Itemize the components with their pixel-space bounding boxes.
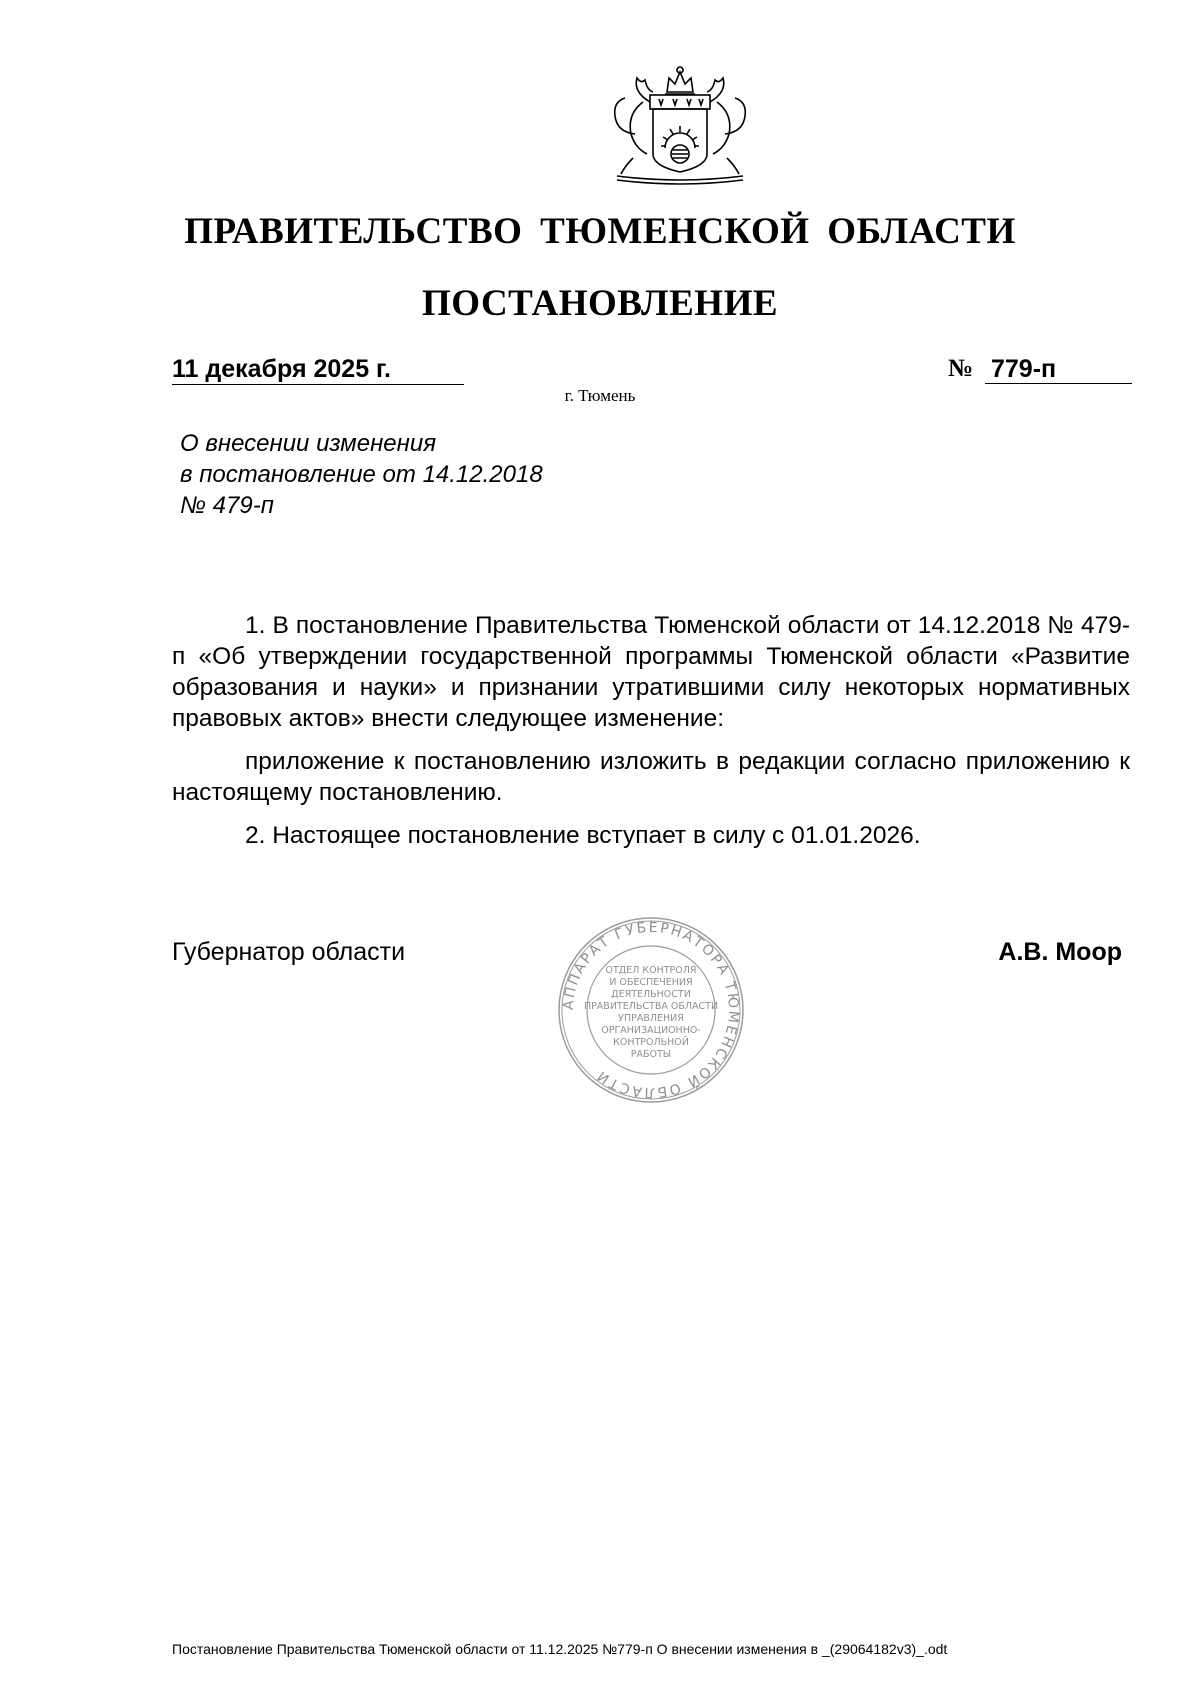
document-number-label: №: [948, 355, 974, 382]
subject-line: № 479-п: [180, 492, 274, 519]
signatory-name: А.В. Моор: [998, 938, 1122, 966]
stamp-center-line: УПРАВЛЕНИЯ: [618, 1013, 684, 1024]
document-number: 779-п: [985, 354, 1132, 384]
body-paragraph: 1. В постановление Правительства Тюменской области от 14.12.2018 № 479-п «Об утверждении государственной программы Тюменской области «Развитие образования и науки» и признании утратившими силу некоторых нормативных правовых актов» внести следующее изменение:: [172, 612, 1130, 732]
document-subject: [180, 428, 640, 521]
stamp-ring-text: АППАРАТ ГУБЕРНАТОРА ТЮМЕНСКОЙ ОБЛАСТИ: [560, 919, 742, 1101]
stamp-center-line: ОРГАНИЗАЦИОННО-: [601, 1025, 701, 1036]
body-paragraph: 2. Настоящее постановление вступает в силу с 01.01.2026.: [245, 822, 921, 849]
stamp-center-line: ОТДЕЛ КОНТРОЛЯ: [605, 965, 697, 976]
stamp-center-line: КОНТРОЛЬНОЙ: [613, 1037, 689, 1048]
document-date: 11 декабря 2025 г.: [172, 354, 464, 385]
document-type-title: ПОСТАНОВЛЕНИЕ: [421, 283, 779, 324]
document-city: г. Тюмень: [564, 386, 636, 405]
stamp-center-line: РАБОТЫ: [630, 1049, 672, 1060]
organization-title: ПРАВИТЕЛЬСТВО ТЮМЕНСКОЙ ОБЛАСТИ: [184, 211, 1016, 252]
stamp-center-line: ПРАВИТЕЛЬСТВА ОБЛАСТИ: [583, 1001, 719, 1012]
document-body: [172, 610, 1130, 851]
subject-line: О внесении изменения: [180, 430, 437, 457]
document-footer: Постановление Правительства Тюменской области от 11.12.2025 №779-п О внесении изменения в _(29064182v3)_.odt: [172, 1641, 948, 1657]
signatory-title: Губернатор области: [172, 938, 406, 966]
official-stamp: [556, 915, 746, 1105]
subject-line: в постановление от 14.12.2018: [180, 461, 543, 488]
coat-of-arms-emblem: [595, 62, 765, 186]
body-paragraph: приложение к постановлению изложить в редакции согласно приложению к настоящему постановлению.: [172, 748, 1130, 806]
stamp-center-line: ДЕЯТЕЛЬНОСТИ: [611, 989, 691, 1000]
stamp-center-line: И ОБЕСПЕЧЕНИЯ: [609, 977, 693, 988]
